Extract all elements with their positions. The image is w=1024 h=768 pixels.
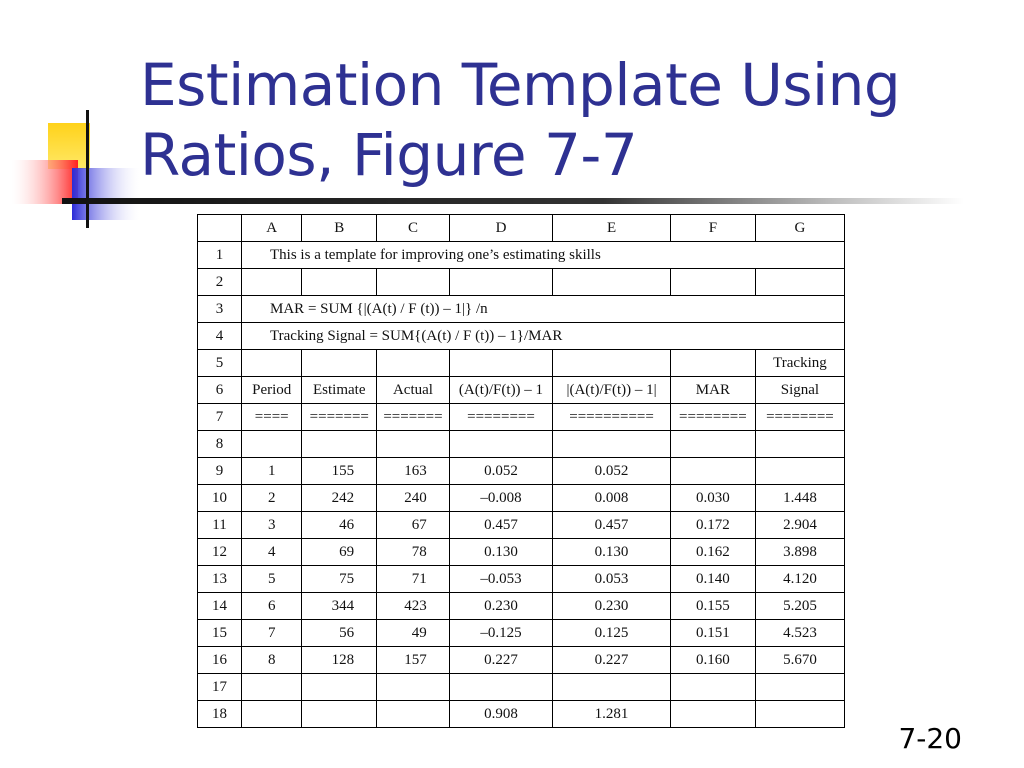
- row-number: 14: [198, 593, 242, 620]
- cell-mar: 0.172: [670, 512, 755, 539]
- col-header-e: E: [553, 215, 671, 242]
- cell-estimate: 75: [302, 566, 377, 593]
- empty-cell: [553, 674, 671, 701]
- cell-tracking-signal: 1.448: [755, 485, 844, 512]
- cell-mar: 0.140: [670, 566, 755, 593]
- title-underline: [62, 198, 964, 204]
- cell-tracking-signal: 2.904: [755, 512, 844, 539]
- row-number: 10: [198, 485, 242, 512]
- slide-title: [140, 50, 900, 190]
- column-header-row: [198, 215, 845, 242]
- table-row: [198, 296, 845, 323]
- table-row: [198, 566, 845, 593]
- cell-tracking-signal: 5.670: [755, 647, 844, 674]
- cell-estimate: 155: [302, 458, 377, 485]
- totals-row: [198, 701, 845, 728]
- header-tracking: Tracking: [755, 350, 844, 377]
- table-row: [198, 485, 845, 512]
- table-row: [198, 323, 845, 350]
- empty-cell: [377, 269, 450, 296]
- cell-estimate: 56: [302, 620, 377, 647]
- data-rows: [198, 458, 845, 674]
- estimation-template-table: [197, 214, 845, 728]
- empty-cell: [377, 431, 450, 458]
- table-row: [198, 431, 845, 458]
- col-header-f: F: [670, 215, 755, 242]
- table-row: [198, 620, 845, 647]
- empty-cell: [242, 431, 302, 458]
- cell-ratio-error: –0.125: [449, 620, 552, 647]
- table-row: [198, 593, 845, 620]
- cell-estimate: 46: [302, 512, 377, 539]
- cell-abs-ratio-error: 0.227: [553, 647, 671, 674]
- empty-cell: [670, 701, 755, 728]
- header-abs-ratio-error: |(A(t)/F(t)) – 1|: [553, 377, 671, 404]
- cell-tracking-signal: 3.898: [755, 539, 844, 566]
- cell-ratio-error: 0.227: [449, 647, 552, 674]
- empty-cell: [302, 350, 377, 377]
- separator-cell: =======: [377, 404, 450, 431]
- corner-decoration: [0, 0, 160, 240]
- cell-mar: 0.162: [670, 539, 755, 566]
- cell-actual: 423: [377, 593, 450, 620]
- header-estimate: Estimate: [302, 377, 377, 404]
- empty-cell: [755, 674, 844, 701]
- row-number: 9: [198, 458, 242, 485]
- empty-cell: [242, 674, 302, 701]
- row1-description: This is a template for improving one’s estimating skills: [242, 242, 845, 269]
- cell-abs-ratio-error: 0.230: [553, 593, 671, 620]
- col-header-b: B: [302, 215, 377, 242]
- table-row: [198, 512, 845, 539]
- cell-ratio-error: –0.008: [449, 485, 552, 512]
- empty-cell: [302, 674, 377, 701]
- cell-mar: 0.160: [670, 647, 755, 674]
- cell-mar: 0.151: [670, 620, 755, 647]
- col-header-a: A: [242, 215, 302, 242]
- cell-period: 3: [242, 512, 302, 539]
- empty-cell: [302, 431, 377, 458]
- row-number: 11: [198, 512, 242, 539]
- table-row: [198, 242, 845, 269]
- cell-actual: 157: [377, 647, 450, 674]
- table-row: [198, 539, 845, 566]
- cell-estimate: 242: [302, 485, 377, 512]
- cell-abs-ratio-error: 0.130: [553, 539, 671, 566]
- separator-cell: ====: [242, 404, 302, 431]
- table-row: [198, 458, 845, 485]
- row-number: 1: [198, 242, 242, 269]
- cell-period: 5: [242, 566, 302, 593]
- mar-formula: MAR = SUM {|(A(t) / F (t)) – 1|} /n: [242, 296, 845, 323]
- cell-ratio-error: 0.052: [449, 458, 552, 485]
- cell-actual: 240: [377, 485, 450, 512]
- cell-period: 1: [242, 458, 302, 485]
- cell-ratio-error: 0.230: [449, 593, 552, 620]
- row-number: 16: [198, 647, 242, 674]
- cell-tracking-signal: [755, 458, 844, 485]
- empty-cell: [755, 701, 844, 728]
- empty-cell: [377, 674, 450, 701]
- cell-estimate: 344: [302, 593, 377, 620]
- cell-abs-ratio-error: 0.008: [553, 485, 671, 512]
- table-row: [198, 647, 845, 674]
- empty-cell: [449, 674, 552, 701]
- empty-cell: [670, 269, 755, 296]
- separator-cell: ========: [449, 404, 552, 431]
- col-header-d: D: [449, 215, 552, 242]
- cell-actual: 67: [377, 512, 450, 539]
- header-mar: MAR: [670, 377, 755, 404]
- cell-actual: 163: [377, 458, 450, 485]
- blue-square: [72, 168, 140, 220]
- cell-ratio-error: –0.053: [449, 566, 552, 593]
- separator-cell: =======: [302, 404, 377, 431]
- cell-abs-ratio-error: 0.053: [553, 566, 671, 593]
- header-ratio-error: (A(t)/F(t)) – 1: [449, 377, 552, 404]
- slide-number: 7-20: [898, 722, 962, 755]
- cell-actual: 71: [377, 566, 450, 593]
- empty-cell: [242, 701, 302, 728]
- empty-cell: [670, 350, 755, 377]
- cell-abs-ratio-error: 0.125: [553, 620, 671, 647]
- cell-period: 4: [242, 539, 302, 566]
- cell-tracking-signal: 4.523: [755, 620, 844, 647]
- separator-cell: ========: [670, 404, 755, 431]
- header-actual: Actual: [377, 377, 450, 404]
- cell-period: 8: [242, 647, 302, 674]
- table-row: [198, 350, 845, 377]
- cell-tracking-signal: 5.205: [755, 593, 844, 620]
- cell-estimate: 128: [302, 647, 377, 674]
- separator-cell: ========: [755, 404, 844, 431]
- title-line-1: Estimation Template Using: [140, 51, 901, 119]
- row-number: 12: [198, 539, 242, 566]
- empty-cell: [242, 269, 302, 296]
- table-row: [198, 674, 845, 701]
- table-row: [198, 269, 845, 296]
- empty-cell: [302, 701, 377, 728]
- row-number: 2: [198, 269, 242, 296]
- header-period: Period: [242, 377, 302, 404]
- row-number: 5: [198, 350, 242, 377]
- empty-cell: [670, 674, 755, 701]
- row-number: 4: [198, 323, 242, 350]
- empty-cell: [242, 350, 302, 377]
- cell-actual: 49: [377, 620, 450, 647]
- cell-actual: 78: [377, 539, 450, 566]
- total-ratio-error: 0.908: [449, 701, 552, 728]
- separator-cell: ==========: [553, 404, 671, 431]
- row-number: 6: [198, 377, 242, 404]
- empty-cell: [755, 269, 844, 296]
- row-number: 18: [198, 701, 242, 728]
- cell-ratio-error: 0.457: [449, 512, 552, 539]
- empty-cell: [670, 431, 755, 458]
- corner-cell: [198, 215, 242, 242]
- vertical-line: [86, 110, 89, 228]
- col-header-c: C: [377, 215, 450, 242]
- cell-mar: 0.155: [670, 593, 755, 620]
- row-number: 8: [198, 431, 242, 458]
- cell-abs-ratio-error: 0.052: [553, 458, 671, 485]
- table-row: [198, 404, 845, 431]
- cell-mar: [670, 458, 755, 485]
- cell-ratio-error: 0.130: [449, 539, 552, 566]
- table-header-row: [198, 377, 845, 404]
- row-number: 17: [198, 674, 242, 701]
- cell-period: 7: [242, 620, 302, 647]
- empty-cell: [449, 269, 552, 296]
- empty-cell: [449, 431, 552, 458]
- tracking-signal-formula: Tracking Signal = SUM{(A(t) / F (t)) – 1}/MAR: [242, 323, 845, 350]
- empty-cell: [377, 701, 450, 728]
- empty-cell: [553, 269, 671, 296]
- cell-mar: 0.030: [670, 485, 755, 512]
- cell-estimate: 69: [302, 539, 377, 566]
- footer-rows: [198, 674, 845, 728]
- cell-tracking-signal: 4.120: [755, 566, 844, 593]
- empty-cell: [377, 350, 450, 377]
- empty-cell: [553, 431, 671, 458]
- cell-abs-ratio-error: 0.457: [553, 512, 671, 539]
- col-header-g: G: [755, 215, 844, 242]
- empty-cell: [302, 269, 377, 296]
- title-line-2: Ratios, Figure 7-7: [140, 121, 638, 189]
- empty-cell: [755, 431, 844, 458]
- total-abs-ratio-error: 1.281: [553, 701, 671, 728]
- row-number: 3: [198, 296, 242, 323]
- cell-period: 2: [242, 485, 302, 512]
- row-number: 15: [198, 620, 242, 647]
- empty-cell: [553, 350, 671, 377]
- empty-cell: [449, 350, 552, 377]
- row-number: 7: [198, 404, 242, 431]
- header-signal: Signal: [755, 377, 844, 404]
- row-number: 13: [198, 566, 242, 593]
- cell-period: 6: [242, 593, 302, 620]
